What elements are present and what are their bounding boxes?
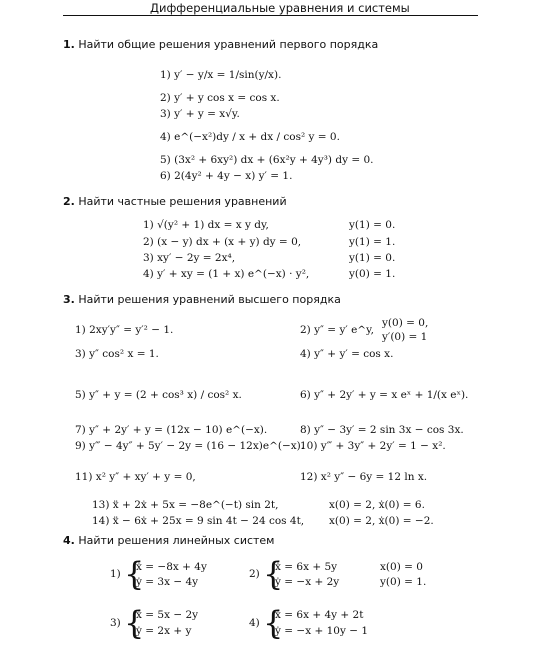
section-number: 4. — [63, 534, 75, 547]
s2-item-1-cond: y(1) = 0. — [349, 219, 396, 231]
s1-item-3: 3) y′ + y = x√y. — [160, 108, 240, 120]
s1-item-6: 6) 2(4y² + 4y − x) y′ = 1. — [160, 170, 293, 182]
sys-2-number: 2) — [249, 568, 260, 580]
section-number: 2. — [63, 195, 75, 208]
sys-2-cond-1: x(0) = 0 — [380, 561, 423, 573]
left-brace-icon: { — [263, 555, 284, 593]
sys-2-line-1: ẋ = 6x + 5y — [275, 561, 338, 573]
s3-item-1: 1) 2xy′y″ = y′² − 1. — [75, 324, 174, 336]
s2-item-3-cond: y(1) = 0. — [349, 252, 396, 264]
s3-item-2: 2) y″ = y′ e^y, — [300, 324, 374, 336]
section-4-heading — [63, 535, 275, 546]
page-header: Дифференциальные уравнения и системы — [150, 1, 410, 15]
left-brace-icon: { — [263, 604, 284, 642]
s3-item-12: 12) x² y″ − 6y = 12 ln x. — [300, 471, 428, 483]
s3-item-2-cond-2: y′(0) = 1 — [382, 331, 428, 343]
left-brace-icon: { — [124, 555, 145, 593]
sys-1-number: 1) — [110, 568, 121, 580]
s2-item-2-cond: y(1) = 1. — [349, 236, 396, 248]
s3-item-4: 4) y″ + y′ = cos x. — [300, 348, 394, 360]
section-title: Найти частные решения уравнений — [78, 195, 287, 208]
s2-item-1-eq: 1) √(y² + 1) dx = x y dy, — [143, 219, 269, 231]
sys-2-line-2: ẏ = −x + 2y — [275, 576, 340, 588]
s2-item-2-eq: 2) (x − y) dx + (x + y) dy = 0, — [143, 236, 302, 248]
s2-item-4-cond: y(0) = 1. — [349, 268, 396, 280]
section-1-heading — [63, 39, 378, 50]
section-2-heading — [63, 196, 287, 207]
section-number: 3. — [63, 293, 75, 306]
sys-4-line-1: ẋ = 6x + 4y + 2t — [275, 609, 364, 621]
sys-4-number: 4) — [249, 617, 260, 629]
s3-item-9: 9) y‴ − 4y″ + 5y′ − 2y = (16 − 12x)e^(−x). — [75, 440, 305, 452]
section-title: Найти решения уравнений высшего порядка — [78, 293, 341, 306]
s3-item-14-cond: x(0) = 2, ẋ(0) = −2. — [329, 515, 434, 527]
s3-item-10: 10) y‴ + 3y″ + 2y′ = 1 − x². — [300, 440, 446, 452]
s2-item-4-eq: 4) y′ + xy = (1 + x) e^(−x) · y², — [143, 268, 310, 280]
s1-item-4: 4) e^(−x²)dy / x + dx / cos² y = 0. — [160, 131, 340, 143]
header-rule — [63, 15, 478, 16]
s3-item-7: 7) y″ + 2y′ + y = (12x − 10) e^(−x). — [75, 424, 268, 436]
section-title: Найти решения линейных систем — [78, 534, 275, 547]
s3-item-14-eq: 14) ẍ − 6ẋ + 25x = 9 sin 4t − 24 cos 4t, — [92, 515, 305, 527]
s3-item-11: 11) x² y″ + xy′ + y = 0, — [75, 471, 196, 483]
sys-3-number: 3) — [110, 617, 121, 629]
section-number: 1. — [63, 38, 75, 51]
s2-item-3-eq: 3) xy′ − 2y = 2x⁴, — [143, 252, 236, 264]
sys-3-line-1: ẋ = 5x − 2y — [136, 609, 199, 621]
s1-item-1: 1) y′ − y/x = 1/sin(y/x). — [160, 69, 282, 81]
s3-item-13-eq: 13) ẍ + 2ẋ + 5x = −8e^(−t) sin 2t, — [92, 499, 279, 511]
s3-item-2-cond-1: y(0) = 0, — [382, 317, 429, 329]
sys-1-line-2: ẏ = 3x − 4y — [136, 576, 199, 588]
left-brace-icon: { — [124, 604, 145, 642]
sys-1-line-1: ẋ = −8x + 4y — [136, 561, 207, 573]
s1-item-2: 2) y′ + y cos x = cos x. — [160, 92, 280, 104]
s3-item-13-cond: x(0) = 2, ẋ(0) = 6. — [329, 499, 425, 511]
sys-4-line-2: ẏ = −x + 10y − 1 — [275, 625, 369, 637]
s3-item-8: 8) y″ − 3y′ = 2 sin 3x − cos 3x. — [300, 424, 464, 436]
section-3-heading — [63, 294, 341, 305]
s1-item-5: 5) (3x² + 6xy²) dx + (6x²y + 4y³) dy = 0. — [160, 154, 374, 166]
s3-item-5: 5) y″ + y = (2 + cos³ x) / cos² x. — [75, 389, 242, 401]
s3-item-3: 3) y″ cos² x = 1. — [75, 348, 159, 360]
sys-2-cond-2: y(0) = 1. — [380, 576, 427, 588]
section-title: Найти общие решения уравнений первого порядка — [78, 38, 379, 51]
s3-item-6: 6) y″ + 2y′ + y = x eˣ + 1/(x eˣ). — [300, 389, 469, 401]
sys-3-line-2: ẏ = 2x + y — [136, 625, 192, 637]
